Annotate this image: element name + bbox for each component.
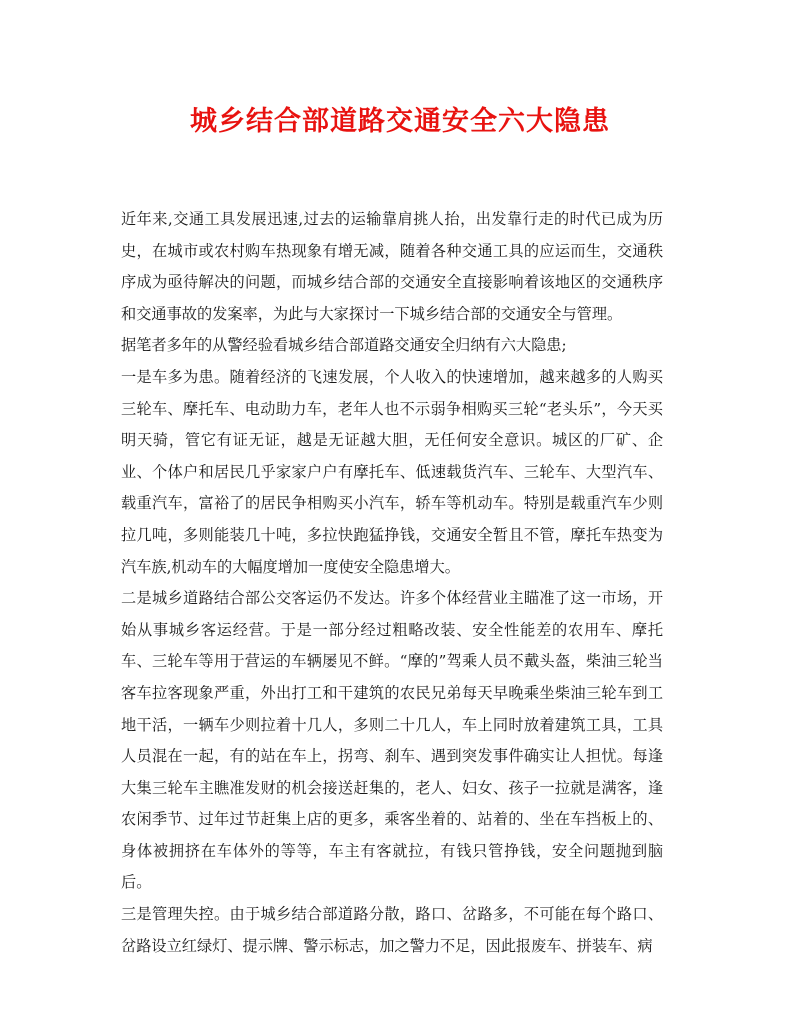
document-body [121,204,663,962]
paragraph-hazard-3: 三是管理失控。由于城乡结合部道路分散，路口、岔路多，不可能在每个路口、岔路设立红绿灯、提示牌、警示标志，加之警力不足，因此报废车、拼装车、病 [121,905,663,955]
paragraph-intro: 近年来,交通工具发展迅速,过去的运输靠肩挑人抬，出发靠行走的时代已成为历史，在城市或农村购车热现象有增无减，随着各种交通工具的应运而生，交通秩序成为亟待解决的问题，而城乡结合部的交通安全直接影响着该地区的交通秩序和交通事故的发案率，为此与大家探讨一下城乡结合部的交通安全与管理。 [121,210,663,323]
paragraph-summary: 据笔者多年的从警经验看城乡结合部道路交通安全归纳有六大隐患; [121,336,567,355]
paragraph-hazard-2: 二是城乡道路结合部公交客运仍不发达。许多个体经营业主瞄准了这一市场，开始从事城乡客运经营。于是一部分经过粗略改装、安全性能差的农用车、摩托车、三轮车等用于营运的车辆屡见不鲜。“摩的”驾乘人员不戴头盔，柴油三轮当客车拉客现象严重，外出打工和干建筑的农民兄弟每天早晚乘坐柴油三轮车到工地干活，一辆车少则拉着十几人，多则二十几人，车上同时放着建筑工具，工具人员混在一起，有的站在车上，拐弯、刹车、遇到突发事件确实让人担忧。每逢大集三轮车主瞧准发财的机会接送赶集的，老人、妇女、孩子一拉就是满客，逢农闲季节、过年过节赶集上店的更多，乘客坐着的、站着的、坐在车挡板上的、身体被拥挤在车体外的等等，车主有客就拉，有钱只管挣钱，安全问题抛到脑后。 [121,589,663,892]
paragraph-hazard-1: 一是车多为患。随着经济的飞速发展，个人收入的快速增加，越来越多的人购买三轮车、摩托车、电动助力车，老年人也不示弱争相购买三轮“老头乐”，今天买明天骑，管它有证无证，越是无证越大胆，无任何安全意识。城区的厂矿、企业、个体户和居民几乎家家户户有摩托车、低速载货汽车、三轮车、大型汽车、载重汽车，富裕了的居民争相购买小汽车，轿车等机动车。特别是载重汽车少则拉几吨，多则能装几十吨，多拉快跑猛挣钱，交通安全暂且不管，摩托车热变为汽车族,机动车的大幅度增加一度使安全隐患增大。 [121,367,663,576]
document-title: 城乡结合部道路交通安全六大隐患 [190,106,610,137]
